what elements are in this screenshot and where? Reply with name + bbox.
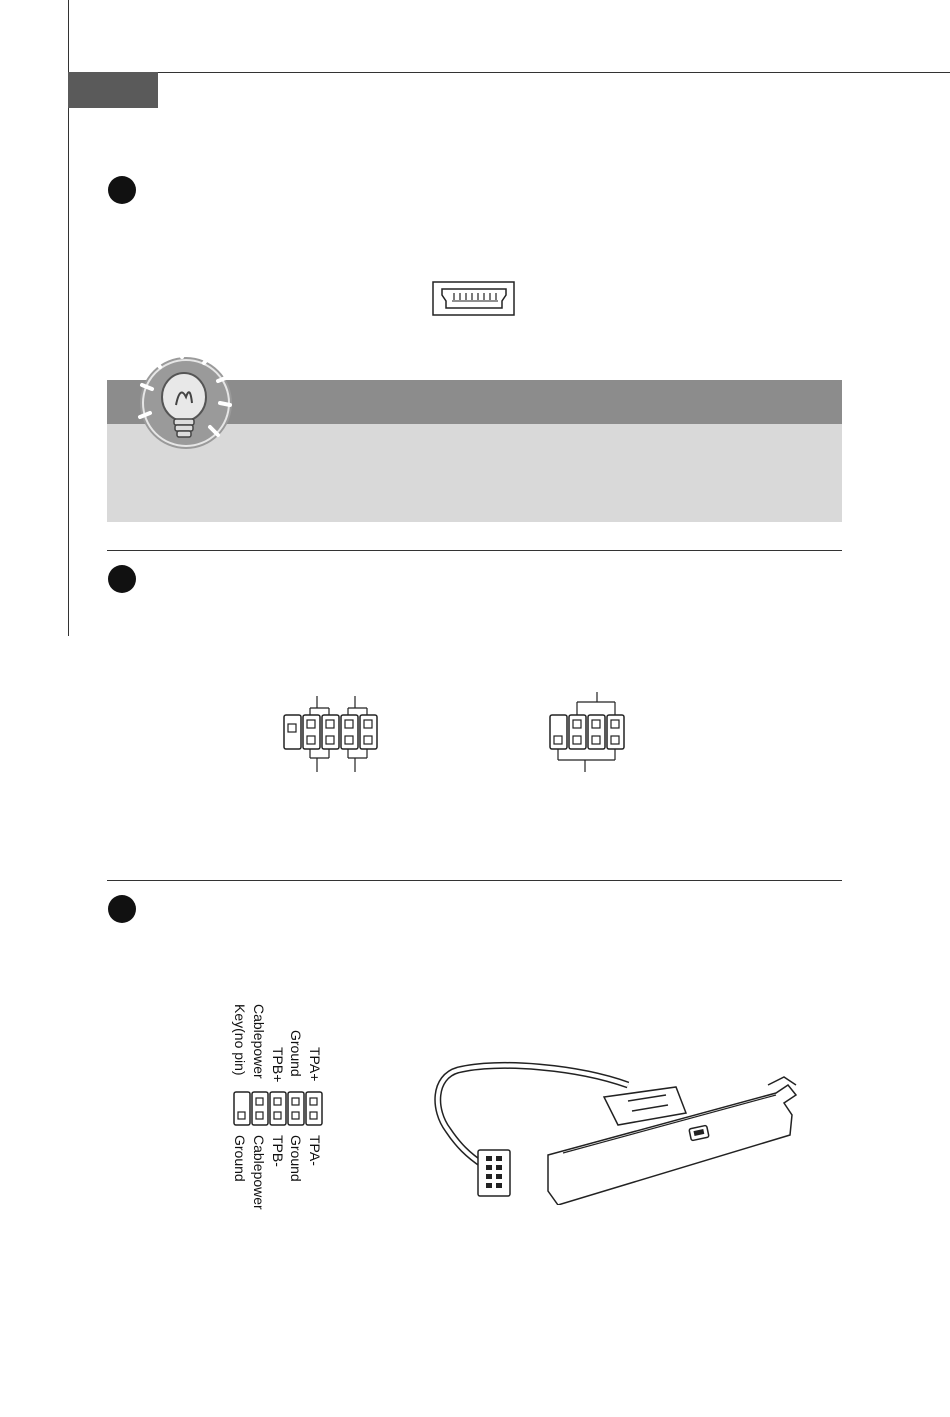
sata-connector-diagram xyxy=(432,281,516,317)
pin-label-ground-3: Ground xyxy=(232,1135,248,1182)
section-divider xyxy=(107,880,842,881)
ieee1394-header-diagram xyxy=(226,1088,326,1130)
ieee1394-bracket-illustration xyxy=(428,1055,820,1205)
section-divider xyxy=(107,550,842,551)
chapter-tab xyxy=(68,72,158,108)
pin-label-tpa-plus: TPA+ xyxy=(307,1047,323,1082)
section-bullet-icon xyxy=(108,176,136,204)
pin-label-tpb-plus: TPB+ xyxy=(270,1047,286,1083)
page-header-rule xyxy=(68,72,950,73)
pin-label-ground-2: Ground xyxy=(288,1135,304,1182)
pin-label-cablepower-2: Cablepower xyxy=(251,1135,267,1210)
section-bullet-icon xyxy=(108,895,136,923)
section-bullet-icon xyxy=(108,565,136,593)
pin-label-tpa-minus: TPA- xyxy=(307,1135,323,1166)
pin-label-ground: Ground xyxy=(288,1030,304,1077)
pin-label-tpb-minus: TPB- xyxy=(270,1135,286,1167)
usb-header-diagram xyxy=(270,688,390,776)
pin-label-key-no-pin: Key(no pin) xyxy=(232,1004,248,1076)
pin-label-cablepower: Cablepower xyxy=(251,1004,267,1079)
usb-header-8pin-diagram xyxy=(538,688,638,776)
lightbulb-icon xyxy=(130,345,242,457)
